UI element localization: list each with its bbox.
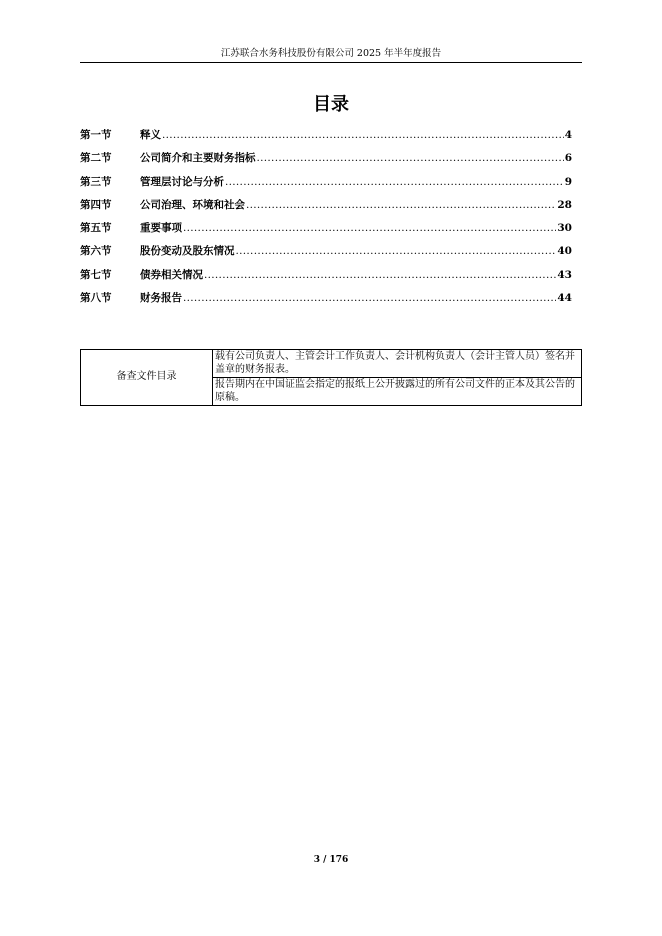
toc-entry[interactable] [80,128,572,151]
toc-section-number: 第一节 [80,129,112,141]
reference-doc-item: 报告期内在中国证监会指定的报纸上公开披露过的所有公司文件的正本及其公告的原稿。 [213,378,582,406]
toc-leader-dots [162,128,564,142]
toc-section-title: 债券相关情况 [140,268,203,281]
toc-leader-dots [183,291,556,305]
toc-leader-dots [204,268,556,282]
toc-section-number: 第六节 [80,245,112,258]
toc-section-number: 第四节 [80,198,112,211]
toc-page-number: 30 [557,222,572,235]
toc-section-number: 第五节 [80,222,112,235]
toc-section-number: 第七节 [80,268,112,281]
toc-leader-dots [236,244,557,258]
toc-entry[interactable] [80,221,572,244]
page-header: 江苏联合水务科技股份有限公司 2025 年半年度报告 [220,48,442,59]
toc-leader-dots [246,198,556,212]
toc-entry[interactable] [80,291,572,314]
table-row [81,350,582,378]
toc-section-title: 管理层讨论与分析 [140,175,224,188]
toc-entry[interactable] [80,244,572,267]
toc-page-number: 9 [564,175,572,188]
toc-section-number: 第二节 [80,152,112,165]
toc-leader-dots [257,151,564,165]
toc-leader-dots [183,221,556,235]
toc-page-number: 6 [564,152,572,165]
toc-section-title: 股份变动及股东情况 [140,245,235,258]
toc-page-number: 4 [564,129,572,141]
reference-documents-table [80,349,582,406]
toc-entry[interactable] [80,268,572,291]
reference-docs-label: 备查文件目录 [81,350,213,406]
table-of-contents [80,128,572,314]
page-number-footer: 3 / 176 [313,855,349,865]
toc-entry[interactable] [80,175,572,198]
toc-section-title: 财务报告 [140,292,182,305]
toc-section-title: 重要事项 [140,222,182,235]
toc-section-number: 第八节 [80,292,112,305]
header-divider [80,62,582,63]
toc-section-title: 公司治理、环境和社会 [140,198,245,211]
toc-entry[interactable] [80,151,572,174]
page-title: 目录 [313,94,349,115]
toc-leader-dots [225,175,564,189]
reference-doc-item: 载有公司负责人、主管会计工作负责人、会计机构负责人（会计主管人员）签名并盖章的财务报表。 [213,350,582,378]
toc-section-title: 释义 [140,129,161,141]
toc-section-number: 第三节 [80,175,112,188]
toc-page-number: 28 [557,198,572,211]
toc-section-title: 公司简介和主要财务指标 [140,152,256,165]
toc-page-number: 40 [557,245,572,258]
toc-entry[interactable] [80,198,572,221]
toc-page-number: 43 [557,268,572,281]
toc-page-number: 44 [557,292,572,305]
